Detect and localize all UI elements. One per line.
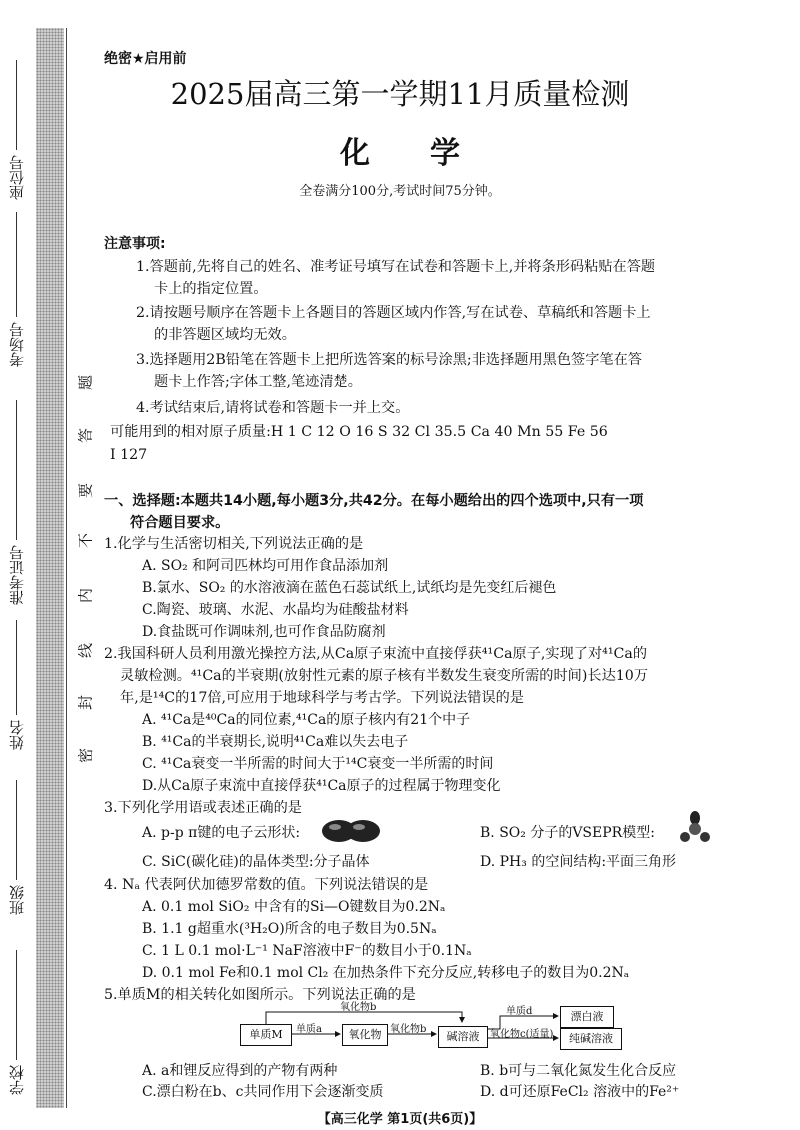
seal-char: 线 xyxy=(76,643,95,659)
name-label: 姓名 xyxy=(8,720,26,750)
note-line: 3.选择题用2B铅笔在答题卡上把所选答案的标号涂黑;非选择题用黑色签字笔在答 xyxy=(136,352,642,368)
q2-option-b: B. ⁴¹Ca的半衰期长,说明⁴¹Ca难以失去电子 xyxy=(142,734,409,750)
q2-option-c: C. ⁴¹Ca衰变一半所需的时间大于¹⁴C衰变一半所需的时间 xyxy=(142,756,494,772)
label-element-d: 单质d xyxy=(506,1006,533,1017)
notes-heading: 注意事项: xyxy=(104,236,166,252)
exam-room-label: 考场号 xyxy=(8,322,26,367)
atomic-masses-cont: I 127 xyxy=(110,447,148,463)
q2-stem-1: 2.我国科研人员利用激光操控方法,从Ca原子束流中直接俘获⁴¹Ca原子,实现了对⁴¹Ca的 xyxy=(104,646,648,662)
q3-option-d: D. PH₃ 的空间结构:平面三角形 xyxy=(480,854,677,870)
q2-stem-2: 灵敏检测。⁴¹Ca的半衰期(放射性元素的原子核有半数发生衰变所需的时间)长达10万 xyxy=(120,668,649,684)
note-line: 2.请按题号顺序在答题卡上各题目的答题区域内作答,写在试卷、草稿纸和答题卡上 xyxy=(136,305,651,321)
label-oxide-b-top: 氧化物b xyxy=(340,1002,377,1013)
note-line: 的非答题区域均无效。 xyxy=(154,327,296,343)
exam-room-blank xyxy=(16,212,17,317)
note-line: 1.答题前,先将自己的姓名、准考证号填写在试卷和答题卡上,并将条形码粘贴在答题 xyxy=(136,259,656,275)
q4-option-d: D. 0.1 mol Fe和0.1 mol Cl₂ 在加热条件下充分反应,转移电子的数目为0.2Nₐ xyxy=(142,965,630,981)
p-orbital-image xyxy=(322,818,380,844)
seat-no-label: 座位号 xyxy=(8,155,26,200)
q1-option-b: B.氯水、SO₂ 的水溶液滴在蓝色石蕊试纸上,试纸均是先变红后褪色 xyxy=(142,580,557,596)
note-line: 卡上的指定位置。 xyxy=(154,281,268,297)
q4-option-a: A. 0.1 mol SiO₂ 中含有的Si—O键数目为0.2Nₐ xyxy=(142,899,446,915)
class-blank xyxy=(16,780,17,880)
seal-char: 题 xyxy=(76,375,95,391)
exam-id-label: 准考证号 xyxy=(8,545,26,605)
school-label: 学校 xyxy=(8,1065,26,1095)
section-heading: 一、选择题:本题共14小题,每小题3分,共42分。在每小题给出的四个选项中,只有一项 xyxy=(104,493,644,509)
q5-option-a: A. a和锂反应得到的产物有两种 xyxy=(142,1063,338,1079)
q5-conversion-diagram xyxy=(240,1004,660,1064)
note-line: 题卡上作答;字体工整,笔迹清楚。 xyxy=(154,374,362,390)
seal-char: 内 xyxy=(76,588,95,604)
q2-option-a: A. ⁴¹Ca是⁴⁰Ca的同位素,⁴¹Ca的原子核内有21个中子 xyxy=(142,712,471,728)
q1-stem: 1.化学与生活密切相关,下列说法正确的是 xyxy=(104,536,364,552)
seal-char: 封 xyxy=(76,695,95,711)
exam-id-blank xyxy=(16,400,17,540)
box-alkali-solution: 碱溶液 xyxy=(438,1026,488,1048)
score-info: 全卷满分100分,考试时间75分钟。 xyxy=(299,184,501,199)
label-element-a: 单质a xyxy=(296,1024,322,1035)
class-label: 班级 xyxy=(8,885,26,915)
q1-option-d: D.食盐既可作调味剂,也可作食品防腐剂 xyxy=(142,624,386,640)
box-oxide: 氧化物 xyxy=(342,1024,388,1046)
seal-char: 答 xyxy=(76,428,95,444)
q4-option-c: C. 1 L 0.1 mol·L⁻¹ NaF溶液中F⁻的数目小于0.1Nₐ xyxy=(142,943,472,959)
school-blank xyxy=(16,950,17,1060)
page-footer: 【高三化学 第1页(共6页)】 xyxy=(317,1112,483,1127)
q3-option-c: C. SiC(碳化硅)的晶体类型:分子晶体 xyxy=(142,854,370,870)
atomic-masses: 可能用到的相对原子质量:H 1 C 12 O 16 S 32 Cl 35.5 Ca 40 Mn 55 Fe 56 xyxy=(110,424,608,440)
box-bleach-solution: 漂白液 xyxy=(560,1006,614,1028)
q3-option-a: A. p-p π键的电子云形状: xyxy=(142,825,301,841)
q1-option-c: C.陶瓷、玻璃、水泥、水晶均为硅酸盐材料 xyxy=(142,602,409,618)
seal-char: 不 xyxy=(76,533,95,549)
q4-option-b: B. 1.1 g超重水(³H₂O)所含的电子数目为0.5Nₐ xyxy=(142,921,437,937)
box-element-m: 单质M xyxy=(240,1024,292,1046)
subject-title: 化学 xyxy=(340,136,520,171)
q2-option-d: D.从Ca原子束流中直接俘获⁴¹Ca原子的过程属于物理变化 xyxy=(142,778,501,794)
name-blank xyxy=(16,620,17,715)
note-line: 4.考试结束后,请将试卷和答题卡一并上交。 xyxy=(136,400,410,416)
q3-stem: 3.下列化学用语或表述正确的是 xyxy=(104,800,302,816)
q5-stem: 5.单质M的相关转化如图所示。下列说法正确的是 xyxy=(104,987,416,1003)
vsepr-model-image xyxy=(678,810,712,844)
q5-option-c: C.漂白粉在b、c共同作用下会逐渐变质 xyxy=(142,1084,384,1100)
seal-char: 密 xyxy=(76,748,95,764)
box-soda-solution: 纯碱溶液 xyxy=(560,1028,622,1050)
seal-char: 要 xyxy=(76,483,95,499)
q1-option-a: A. SO₂ 和阿司匹林均可用作食品添加剂 xyxy=(142,558,389,574)
q5-option-b: B. b可与二氧化氮发生化合反应 xyxy=(480,1063,677,1079)
q3-option-b: B. SO₂ 分子的VSEPR模型: xyxy=(480,825,655,841)
q4-stem: 4. Nₐ 代表阿伏加德罗常数的值。下列说法错误的是 xyxy=(104,877,429,893)
confidential-mark: 绝密★启用前 xyxy=(104,51,187,67)
q5-option-d: D. d可还原FeCl₂ 溶液中的Fe²⁺ xyxy=(480,1084,680,1100)
exam-title: 2025届高三第一学期11月质量检测 xyxy=(170,77,630,111)
label-oxide-c: 氧化物c(适量) xyxy=(490,1029,554,1040)
q2-stem-3: 年,是¹⁴C的17倍,可应用于地球科学与考古学。下列说法错误的是 xyxy=(120,690,524,706)
section-heading-cont: 符合题目要求。 xyxy=(130,515,230,531)
label-oxide-b-mid: 氧化物b xyxy=(390,1024,427,1035)
